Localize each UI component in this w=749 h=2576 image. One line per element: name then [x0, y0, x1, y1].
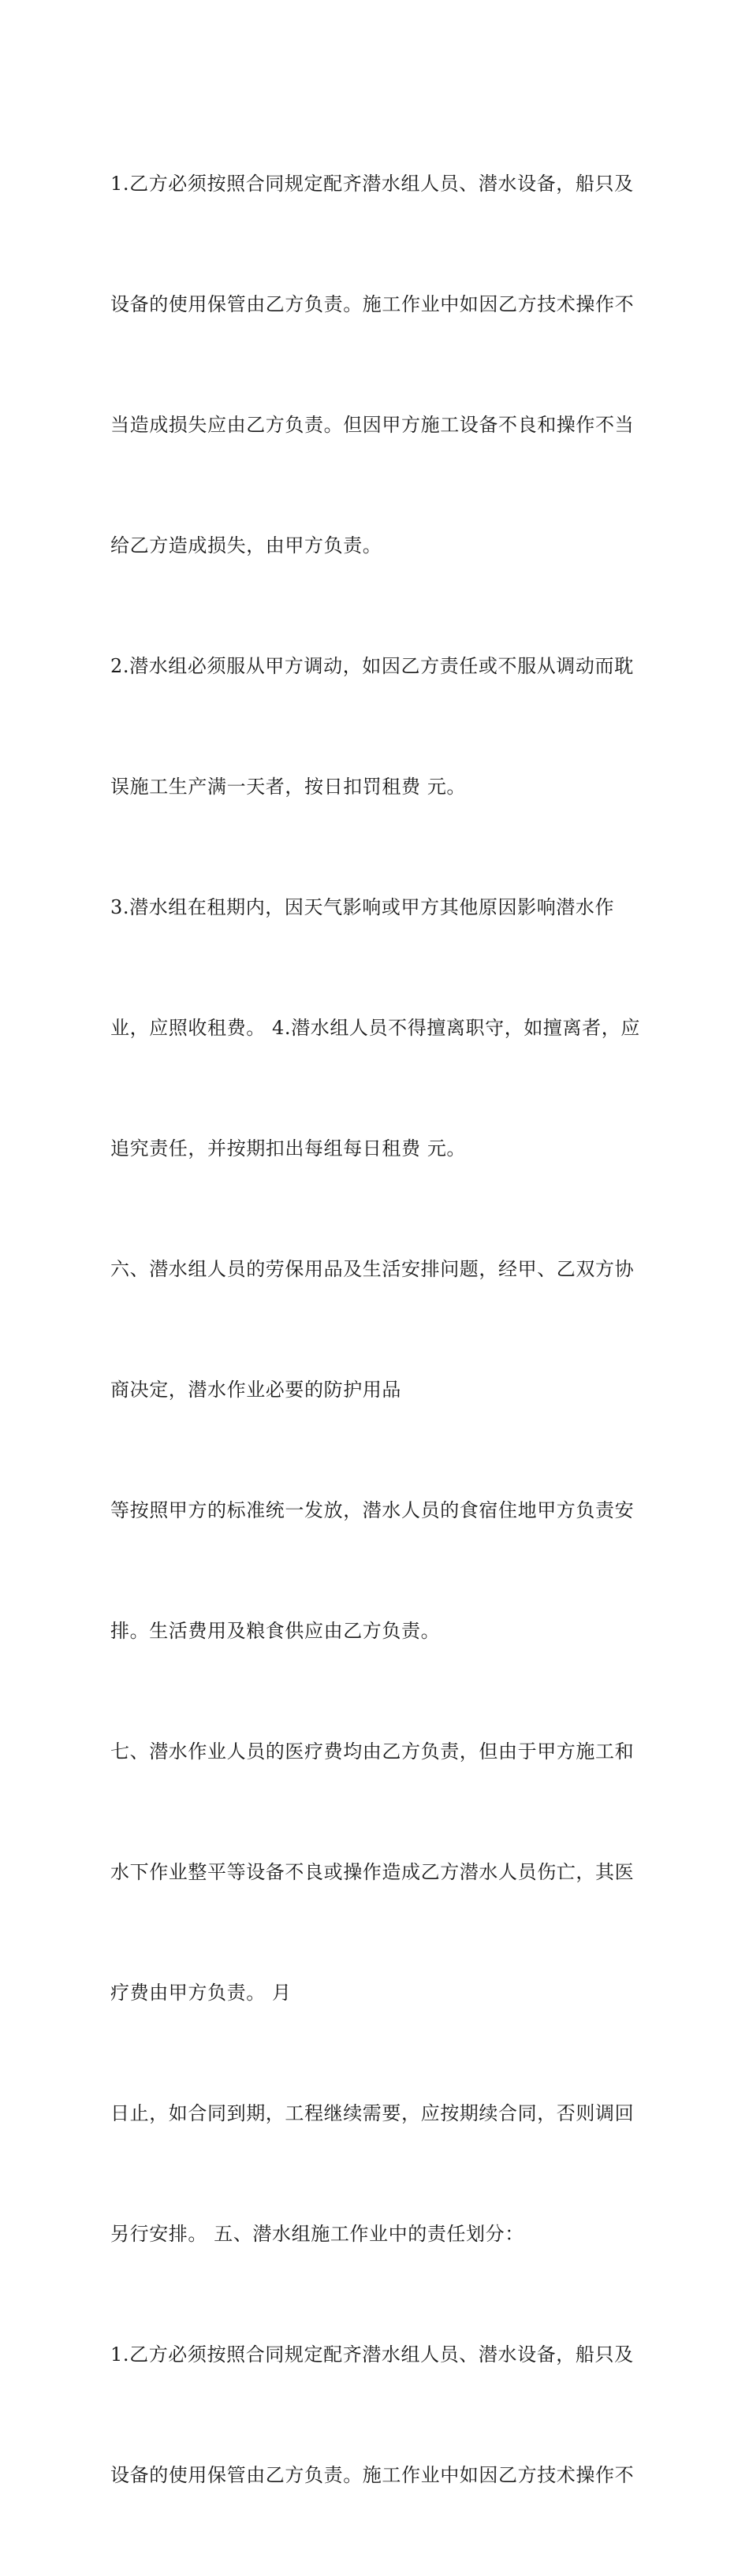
- document-body: [110, 84, 662, 2576]
- text-line: 商决定，潜水作业必要的防护用品: [110, 1379, 401, 1401]
- text-line: 当造成损失应由乙方负责。但因甲方施工设备不良和操作不当: [110, 414, 635, 436]
- text-line: 业，应照收租费。 4.潜水组人员不得擅离职守，如擅离者，应: [110, 1017, 640, 1039]
- text-line: 另行安排。 五、潜水组施工作业中的责任划分：: [110, 2223, 524, 2245]
- text-line: 六、潜水组人员的劳保用品及生活安排问题，经甲、乙双方协: [110, 1258, 635, 1280]
- text-line: 1.乙方必须按照合同规定配齐潜水组人员、潜水设备，船只及: [110, 2343, 634, 2366]
- text-line: 给乙方造成损失，由甲方负责。: [110, 534, 382, 557]
- text-line: 1.乙方必须按照合同规定配齐潜水组人员、潜水设备，船只及: [110, 173, 634, 195]
- text-line: 3.潜水组在租期内，因天气影响或甲方其他原因影响潜水作: [110, 896, 615, 918]
- text-line: 排。生活费用及粮食供应由乙方负责。: [110, 1620, 441, 1642]
- text-line: 2.潜水组必须服从甲方调动，如因乙方责任或不服从调动而耽: [110, 655, 634, 677]
- text-line: 设备的使用保管由乙方负责。施工作业中如因乙方技术操作不: [110, 293, 635, 315]
- text-line: 水下作业整平等设备不良或操作造成乙方潜水人员伤亡，其医: [110, 1861, 635, 1883]
- text-line: 等按照甲方的标准统一发放，潜水人员的食宿住地甲方负责安: [110, 1499, 635, 1521]
- text-line: 误施工生产满一天者，按日扣罚租费 元。: [110, 776, 467, 798]
- text-line: 日止，如合同到期，工程继续需要，应按期续合同，否则调回: [110, 2102, 635, 2124]
- text-line: 疗费由甲方负责。 月: [110, 1982, 292, 2004]
- text-line: 七、潜水作业人员的医疗费均由乙方负责，但由于甲方施工和: [110, 1740, 635, 1763]
- text-line: 追究责任，并按期扣出每组每日租费 元。: [110, 1137, 467, 1160]
- text-line: 设备的使用保管由乙方负责。施工作业中如因乙方技术操作不: [110, 2464, 635, 2486]
